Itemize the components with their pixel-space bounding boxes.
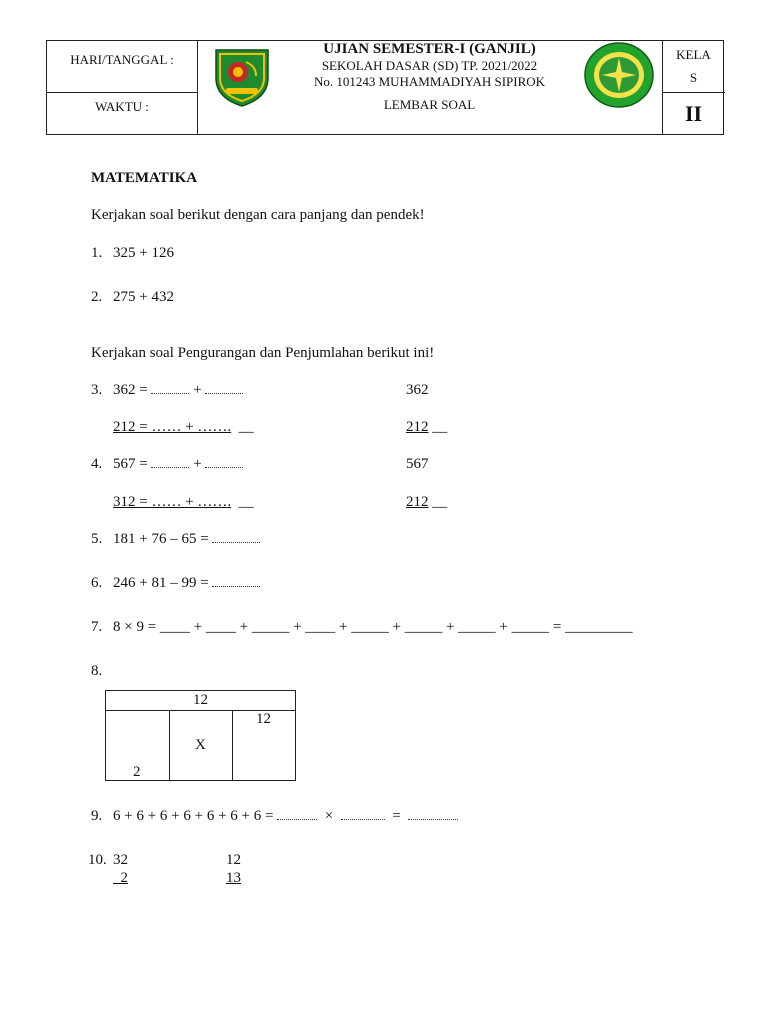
question-7: 8 × 9 = ____ + ____ + _____ + ____ + _____ + _____ + _____ + _____ = _________ <box>113 619 633 635</box>
grid-bottom-left-value: 2 <box>133 764 141 780</box>
q6-expression: 246 + 81 – 99 = <box>113 575 209 591</box>
q3-left-expression: 362 = <box>113 382 148 398</box>
answer-blank[interactable] <box>277 808 317 820</box>
grid-right-value: 12 <box>256 711 271 727</box>
school-badge-icon <box>584 42 654 108</box>
answer-blank[interactable] <box>205 456 243 468</box>
answer-blank[interactable] <box>151 382 189 394</box>
grid-line <box>232 710 233 780</box>
question-number: 2. <box>91 289 103 305</box>
kelas-label: KELA <box>676 47 711 62</box>
answer-blank[interactable] <box>205 382 243 394</box>
question-number: 1. <box>91 245 103 261</box>
kelas-label-end: S <box>689 70 698 85</box>
q3-right-tail: __ <box>432 419 448 435</box>
grid-line <box>169 710 170 780</box>
q10-a-top: 32 <box>113 852 128 868</box>
question-4-line-1 <box>113 456 243 473</box>
question-4-line-2 <box>113 494 254 511</box>
school-level-year: SEKOLAH DASAR (SD) TP. 2021/2022 <box>321 58 538 73</box>
q9-expression: 6 + 6 + 6 + 6 + 6 + 6 + 6 = <box>113 808 274 824</box>
grid-top-value: 12 <box>193 692 208 708</box>
question-number: 4. <box>91 456 103 472</box>
q4-column-top: 567 <box>406 456 429 472</box>
plus-sign: + <box>193 382 202 398</box>
question-number: 9. <box>91 808 103 824</box>
question-1: 325 + 126 <box>113 245 174 261</box>
instruction-2: Kerjakan soal Pengurangan dan Penjumlahan berikut ini! <box>91 345 435 361</box>
q4-left-expression-2: 312 = …… + ……. <box>113 494 232 510</box>
exam-header-table <box>46 40 724 135</box>
q3-column-top: 362 <box>406 382 429 398</box>
question-5 <box>113 531 260 548</box>
q10-a-bottom-value: 2 <box>120 870 128 886</box>
q3-left-expression-2: 212 = …… + ……. <box>113 419 232 435</box>
question-2: 275 + 432 <box>113 289 174 305</box>
waktu-label: WAKTU : <box>95 99 149 114</box>
question-number: 3. <box>91 382 103 398</box>
equals-sign: = <box>392 808 401 824</box>
answer-blank[interactable] <box>212 575 260 587</box>
q4-right-tail: __ <box>432 494 448 510</box>
question-3-line-2 <box>113 419 254 436</box>
answer-blank[interactable] <box>341 808 385 820</box>
class-value: II <box>684 101 703 126</box>
header-divider <box>662 92 725 93</box>
school-name: No. 101243 MUHAMMADIYAH SIPIROK <box>313 74 546 89</box>
question-6 <box>113 575 260 592</box>
question-3-line-1 <box>113 382 243 399</box>
question-8-grid <box>105 690 296 781</box>
answer-blank[interactable] <box>408 808 458 820</box>
question-number: 8. <box>91 663 103 679</box>
header-divider <box>47 92 197 93</box>
question-number: 6. <box>91 575 103 591</box>
q3-right-value: 212 <box>406 419 429 435</box>
sheet-label: LEMBAR SOAL <box>383 97 476 112</box>
q4-left-tail: __ <box>238 494 254 510</box>
question-number: 5. <box>91 531 103 547</box>
q4-column-bottom <box>406 494 447 511</box>
answer-blank[interactable] <box>212 531 260 543</box>
q10-a-bottom <box>113 870 128 887</box>
q10-b-top: 12 <box>226 852 241 868</box>
question-9 <box>113 808 458 825</box>
instruction-1: Kerjakan soal berikut dengan cara panjang dan pendek! <box>91 207 425 223</box>
times-sign: × <box>324 808 334 824</box>
q5-expression: 181 + 76 – 65 = <box>113 531 209 547</box>
q3-left-tail: __ <box>238 419 254 435</box>
q10-b-bottom: 13 <box>226 870 241 886</box>
q4-right-value: 212 <box>406 494 429 510</box>
grid-middle-symbol: X <box>195 737 206 753</box>
exam-title: UJIAN SEMESTER-I (GANJIL) <box>323 41 536 57</box>
question-number: 7. <box>91 619 103 635</box>
answer-blank[interactable] <box>151 456 189 468</box>
q3-column-bottom <box>406 419 447 436</box>
question-number: 10. <box>88 852 107 868</box>
plus-sign: + <box>193 456 202 472</box>
q4-left-expression: 567 = <box>113 456 148 472</box>
subject-title: MATEMATIKA <box>91 170 198 186</box>
hari-tanggal-label: HARI/TANGGAL : <box>70 52 174 67</box>
